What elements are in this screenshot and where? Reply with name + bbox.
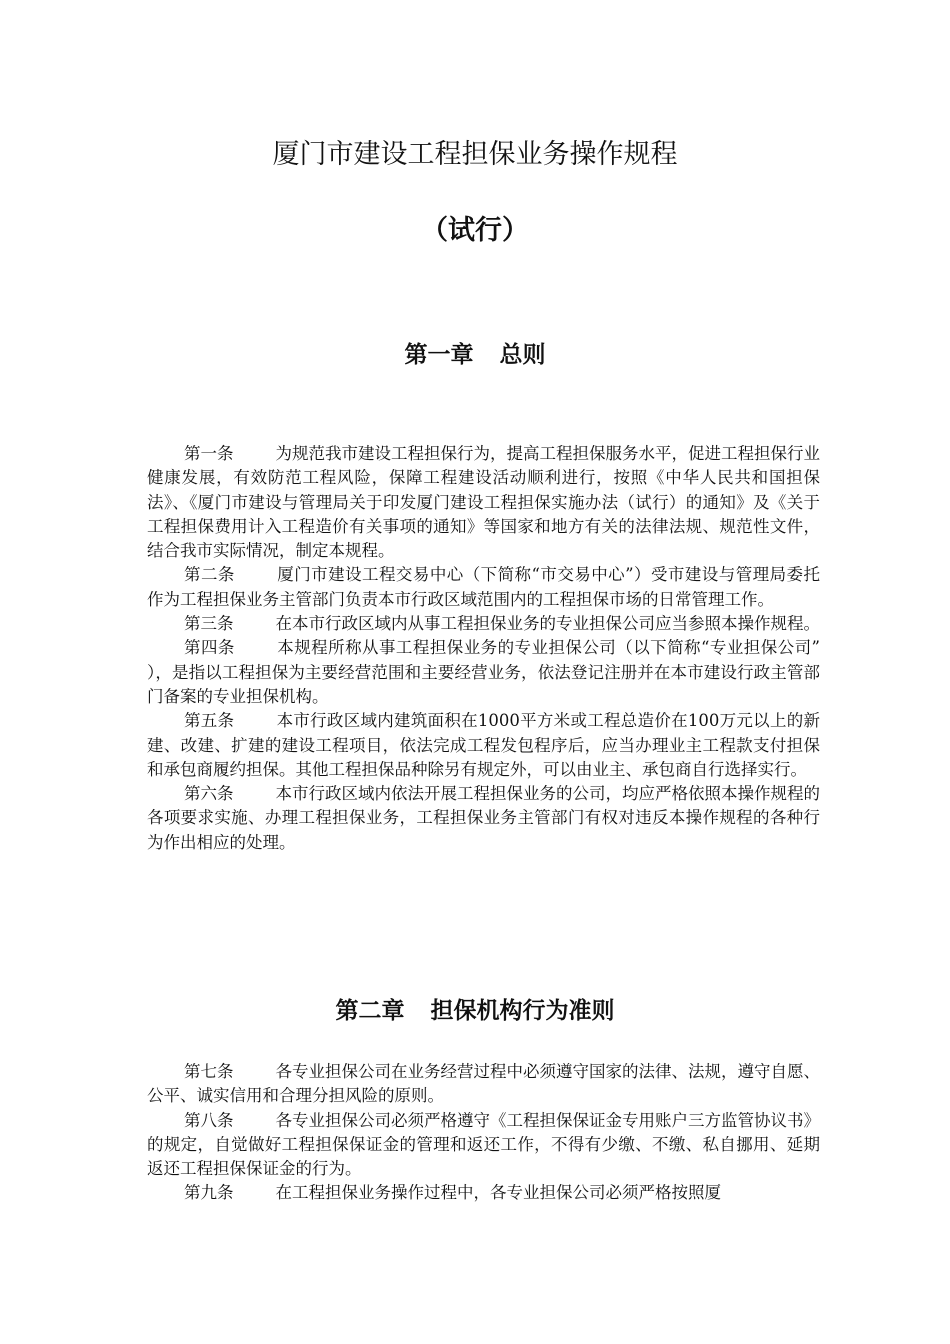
- article-text: 在本市行政区域内从事工程担保业务的专业担保公司应当参照本操作规程。: [275, 614, 820, 634]
- article-text: 本规程所称从事工程担保业务的专业担保公司（以下简称“专业担保公司” ），是指以工程担保为主要经营范围和主要经营业务，依法登记注册并在本市建设行政主管部门备案的专业担保机构。: [147, 638, 820, 706]
- article-number: 第三条: [184, 614, 234, 634]
- article-number: 第四条: [184, 638, 235, 658]
- chapter-heading-1: [0, 336, 950, 369]
- article: [147, 782, 820, 855]
- article: [147, 442, 820, 563]
- article: [147, 612, 820, 636]
- article-text: 本市行政区域内建筑面积在1000平方米或工程总造价在100万元以上的新建、改建、扩建的建设工程项目，依法完成工程发包程序后，应当办理业主工程款支付担保和承包商履约担保。其他工程担保品种除另有规定外，可以由业主、承包商自行选择实行。: [147, 711, 820, 779]
- article: [147, 709, 820, 782]
- article: [147, 563, 820, 612]
- chapter-number: 第一章: [404, 341, 474, 368]
- article: [147, 1109, 820, 1182]
- article: [147, 1181, 820, 1205]
- chapter-number: 第二章: [335, 997, 405, 1024]
- article-text: 为规范我市建设工程担保行为，提高工程担保服务水平，促进工程担保行业健康发展，有效防范工程风险，保障工程建设活动顺利进行，按照《中华人民共和国担保法》、《厦门市建设与管理局关于印发厦门建设工程担保实施办法（试行）的通知》及《关于工程担保费用计入工程造价有关事项的通知》等国家和地方有关的法律法规、规范性文件，结合我市实际情况，制定本规程。: [147, 444, 820, 561]
- chapter-name: 总则: [499, 341, 546, 368]
- article-number: 第七条: [184, 1062, 234, 1081]
- article-number: 第八条: [184, 1110, 234, 1130]
- article-text: 厦门市建设工程交易中心（下简称“市交易中心”）受市建设与管理局委托作为工程担保业务主管部门负责本市行政区域范围内的工程担保市场的日常管理工作。: [147, 565, 820, 609]
- article-number: 第九条: [184, 1183, 234, 1203]
- article-text: 各专业担保公司必须严格遵守《工程担保保证金专用账户三方监管协议书》的规定，自觉做好工程担保保证金的管理和返还工作，不得有少缴、不缴、私自挪用、延期返还工程担保保证金的行为。: [147, 1110, 820, 1179]
- chapter-heading-2: [0, 992, 950, 1025]
- article-text: 各专业担保公司在业务经营过程中必须遵守国家的法律、法规，遵守自愿、公平、诚实信用和合理分担风险的原则。: [147, 1062, 820, 1106]
- article-text: 在工程担保业务操作过程中，各专业担保公司必须严格按照厦: [275, 1183, 721, 1203]
- document-subtitle: （试行）: [421, 215, 529, 246]
- article: [147, 636, 820, 709]
- article-number: 第五条: [184, 711, 235, 731]
- article-text: 本市行政区域内依法开展工程担保业务的公司，均应严格依照本操作规程的各项要求实施、办理工程担保业务，工程担保业务主管部门有权对违反本操作规程的各种行为作出相应的处理。: [147, 784, 820, 852]
- article: [147, 1060, 820, 1109]
- chapter-1-articles: [147, 442, 820, 855]
- article-number: 第一条: [184, 444, 234, 463]
- document-title: 厦门市建设工程担保业务操作规程: [272, 139, 678, 170]
- article-number: 第二条: [184, 565, 235, 585]
- chapter-2-articles: [147, 1060, 820, 1206]
- chapter-name: 担保机构行为准则: [430, 997, 615, 1024]
- article-number: 第六条: [184, 784, 234, 804]
